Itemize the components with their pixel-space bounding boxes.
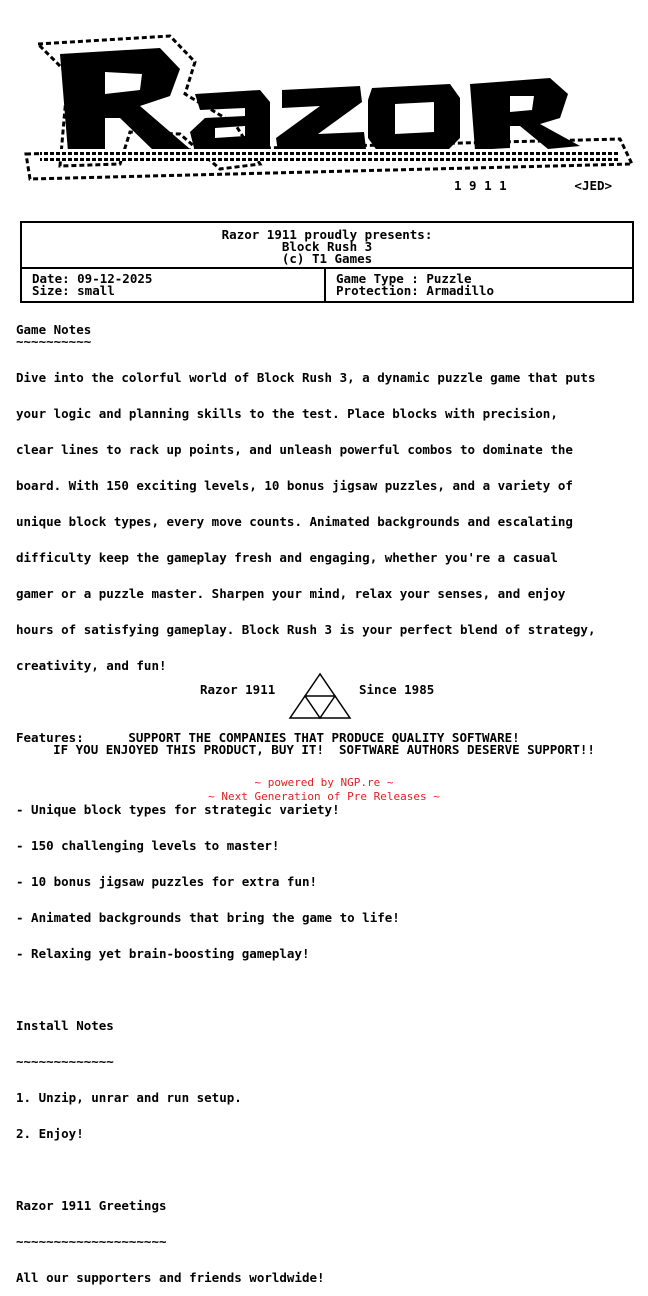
notes-line: your logic and planning skills to the test. Place blocks with precision, — [16, 406, 558, 421]
release-meta-left — [22, 269, 324, 303]
notes-line: hours of satisfying gameplay. Block Rush 3 is your perfect blend of strategy, — [16, 622, 596, 637]
artist-tag: <JED> — [574, 178, 613, 193]
feature-item: - Unique block types for strategic variety! — [16, 802, 340, 817]
greetings-text: All our supporters and friends worldwide! — [16, 1270, 325, 1285]
feature-item: - Relaxing yet brain-boosting gameplay! — [16, 946, 310, 961]
notes-line: gamer or a puzzle master. Sharpen your mind, relax your senses, and enjoy — [16, 586, 566, 601]
game-notes-body — [16, 348, 636, 1296]
game-notes-heading — [16, 324, 91, 348]
game-notes-underline: ~~~~~~~~~~ — [16, 334, 92, 349]
triangle-right-text: Since 1985 — [359, 682, 435, 697]
release-date: Date: 09-12-2025 — [32, 271, 153, 286]
razor-logo — [20, 14, 635, 194]
notes-line: clear lines to rack up points, and unleash powerful combos to dominate the — [16, 442, 573, 457]
presents-line: Razor 1911 proudly presents: — [221, 227, 433, 242]
notes-line: board. With 150 exciting levels, 10 bonus jigsaw puzzles, and a variety of — [16, 478, 573, 493]
notes-line: creativity, and fun! — [16, 658, 167, 673]
footer-powered-by[interactable]: ~ powered by NGP.re ~ — [254, 776, 394, 789]
feature-item: - 10 bonus jigsaw puzzles for extra fun! — [16, 874, 318, 889]
support-line-1: SUPPORT THE COMPANIES THAT PRODUCE QUALITY SOFTWARE! — [128, 730, 520, 745]
feature-item: - Animated backgrounds that bring the game to life! — [16, 910, 400, 925]
support-line-2: IF YOU ENJOYED THIS PRODUCT, BUY IT! SOFTWARE AUTHORS DESERVE SUPPORT!! — [53, 742, 595, 757]
triangle-left-text: Razor 1911 — [200, 682, 276, 697]
release-header — [22, 223, 632, 269]
release-info-box — [20, 221, 634, 303]
triforce-icon — [287, 672, 353, 720]
greetings-title: Razor 1911 Greetings — [16, 1198, 167, 1213]
install-notes-underline: ~~~~~~~~~~~~~ — [16, 1054, 114, 1069]
install-notes-title: Install Notes — [16, 1018, 114, 1033]
footer-tagline: ~ Next Generation of Pre Releases ~ — [208, 790, 440, 803]
group-number: 1 9 1 1 — [454, 178, 507, 193]
notes-line: unique block types, every move counts. Animated backgrounds and escalating — [16, 514, 573, 529]
notes-line: difficulty keep the gameplay fresh and engaging, whether you're a casual — [16, 550, 558, 565]
copyright-line: (c) T1 Games — [281, 251, 373, 266]
game-type: Game Type : Puzzle — [336, 271, 472, 286]
notes-line: Dive into the colorful world of Block Rush 3, a dynamic puzzle game that puts — [16, 370, 596, 385]
feature-item: - 150 challenging levels to master! — [16, 838, 280, 853]
release-size: Size: small — [32, 283, 115, 298]
features-label: Features: — [16, 730, 84, 745]
game-title: Block Rush 3 — [281, 239, 373, 254]
release-meta-right — [324, 269, 632, 303]
greetings-underline: ~~~~~~~~~~~~~~~~~~~~ — [16, 1234, 167, 1249]
install-step: 2. Enjoy! — [16, 1126, 84, 1141]
protection: Protection: Armadillo — [336, 283, 495, 298]
logo-credits — [454, 180, 634, 192]
game-notes-title: Game Notes — [16, 322, 92, 337]
install-step: 1. Unzip, unrar and run setup. — [16, 1090, 242, 1105]
razor-logo-art — [20, 14, 635, 184]
footer — [0, 776, 648, 804]
